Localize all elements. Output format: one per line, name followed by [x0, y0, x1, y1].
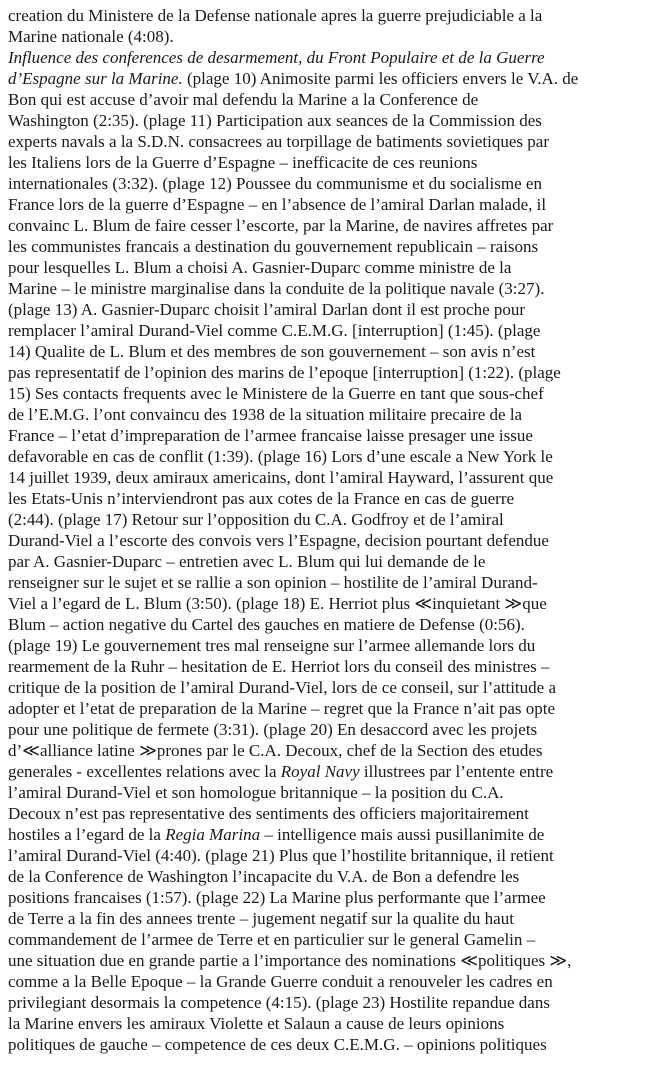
italic-text-segment: Regia Marina [165, 825, 261, 844]
text-line [8, 971, 654, 992]
text-segment: adopter et l’etat de preparation de la Marine – regret que la France n’ait pas opte [8, 699, 556, 718]
text-line [8, 992, 654, 1013]
text-line [8, 488, 654, 509]
text-segment: positions francaises (1:57). (plage 22) La Marine plus performante que l’armee [8, 888, 546, 907]
text-segment: internationales (3:32). (plage 12) Poussee du communisme et du socialisme en [8, 174, 542, 193]
text-line [8, 677, 654, 698]
text-line [8, 656, 654, 677]
text-line [8, 782, 654, 803]
text-segment: de l’E.M.G. l’ont convaincu des 1938 de la situation militaire precaire de la [8, 405, 523, 424]
text-segment: les Italiens lors de la Guerre d’Espagne – inefficacite de ces reunions [8, 153, 478, 172]
text-segment: (2:44). (plage 17) Retour sur l’opposition du C.A. Godfroy et de l’amiral [8, 510, 504, 529]
text-segment: France – l’etat d’impreparation de l’armee francaise laisse presager une issue [8, 426, 533, 445]
text-segment: (plage 19) Le gouvernement tres mal renseigne sur l’armee allemande lors du [8, 636, 536, 655]
text-line [8, 719, 654, 740]
text-line [8, 467, 654, 488]
text-line [8, 761, 654, 782]
text-segment: defavorable en cas de conflit (1:39). (plage 16) Lors d’une escale a New York le [8, 447, 553, 466]
text-segment: – intelligence mais aussi pusillanimite de [260, 825, 545, 844]
text-line [8, 383, 654, 404]
text-segment: privilegiant desormais la competence (4:15). (plage 23) Hostilite repandue dans [8, 993, 550, 1012]
italic-text-segment: Influence des conferences de desarmement, du Front Populaire et de la Guerre [8, 48, 545, 67]
text-line [8, 1013, 654, 1034]
text-segment: (plage 10) Animosite parmi les officiers envers le V.A. de [182, 69, 579, 88]
text-segment: convainc L. Blum de faire cesser l’escorte, par la Marine, de navires affretes par [8, 216, 554, 235]
italic-text-segment: Royal Navy [280, 762, 360, 781]
text-line [8, 341, 654, 362]
text-line [8, 803, 654, 824]
text-segment: l’amiral Durand-Viel (4:40). (plage 21) Plus que l’hostilite britannique, il retient [8, 846, 554, 865]
text-line [8, 740, 654, 761]
text-line [8, 614, 654, 635]
text-segment: Durand-Viel a l’escorte des convois vers l’Espagne, decision pourtant defendue [8, 531, 549, 550]
text-line [8, 362, 654, 383]
italic-text-segment: d’Espagne sur la Marine. [8, 69, 183, 88]
text-segment: une situation due en grande partie a l’importance des nominations ≪politiques ≫, [8, 951, 572, 970]
text-line [8, 593, 654, 614]
text-segment: 15) Ses contacts frequents avec le Ministere de la Guerre en tant que sous-chef [8, 384, 544, 403]
text-segment: generales - excellentes relations avec la [8, 762, 281, 781]
document-text [8, 5, 654, 1055]
text-line [8, 887, 654, 908]
text-segment: hostiles a l’egard de la [8, 825, 166, 844]
text-segment: commandement de l’armee de Terre et en particulier sur le general Gamelin – [8, 930, 536, 949]
text-line [8, 89, 654, 110]
text-segment: critique de la position de l’amiral Durand-Viel, lors de ce conseil, sur l’attitude a [8, 678, 556, 697]
text-segment: 14 juillet 1939, deux amiraux americains, dont l’amiral Hayward, l’assurent que [8, 468, 554, 487]
text-segment: Marine – le ministre marginalise dans la conduite de la politique navale (3:27). [8, 279, 545, 298]
text-line [8, 950, 654, 971]
text-segment: de Terre a la fin des annees trente – jugement negatif sur la qualite du haut [8, 909, 514, 928]
text-line [8, 446, 654, 467]
text-segment: politiques de gauche – competence de ces deux C.E.M.G. – opinions politiques [8, 1035, 547, 1054]
text-segment: par A. Gasnier-Duparc – entretien avec L. Blum qui lui demande de le [8, 552, 486, 571]
text-line [8, 278, 654, 299]
text-segment: les Etats-Unis n’interviendront pas aux cotes de la France en cas de guerre [8, 489, 515, 508]
text-line [8, 572, 654, 593]
text-segment: illustrees par l’entente entre [359, 762, 554, 781]
text-line [8, 530, 654, 551]
text-line [8, 551, 654, 572]
text-line [8, 257, 654, 278]
text-line [8, 152, 654, 173]
text-line [8, 26, 654, 47]
text-line [8, 194, 654, 215]
text-line [8, 635, 654, 656]
text-segment: 14) Qualite de L. Blum et des membres de son gouvernement – son avis n’est [8, 342, 536, 361]
text-segment: remplacer l’amiral Durand-Viel comme C.E.M.G. [interruption] (1:45). (plage [8, 321, 541, 340]
text-segment: l’amiral Durand-Viel et son homologue britannique – la position du C.A. [8, 783, 504, 802]
text-segment: d’≪alliance latine ≫prones par le C.A. Decoux, chef de la Section des etudes [8, 741, 543, 760]
text-segment: Blum – action negative du Cartel des gauches en matiere de Defense (0:56). [8, 615, 525, 634]
text-segment: Decoux n’est pas representative des sentiments des officiers majoritairement [8, 804, 529, 823]
text-line [8, 68, 654, 89]
text-segment: creation du Ministere de la Defense nationale apres la guerre prejudiciable a la [8, 6, 543, 25]
text-segment: Bon qui est accuse d’avoir mal defendu la Marine a la Conference de [8, 90, 479, 109]
text-segment: Marine nationale (4:08). [8, 27, 174, 46]
text-line [8, 299, 654, 320]
text-segment: Viel a l’egard de L. Blum (3:50). (plage 18) E. Herriot plus ≪inquietant ≫que [8, 594, 547, 613]
text-line [8, 5, 654, 26]
text-line [8, 509, 654, 530]
text-line [8, 929, 654, 950]
text-line [8, 845, 654, 866]
text-segment: pour lesquelles L. Blum a choisi A. Gasnier-Duparc comme ministre de la [8, 258, 512, 277]
text-line [8, 47, 654, 68]
text-line [8, 110, 654, 131]
text-segment: rearmement de la Ruhr – hesitation de E. Herriot lors du conseil des ministres – [8, 657, 550, 676]
text-line [8, 425, 654, 446]
text-segment: (plage 13) A. Gasnier-Duparc choisit l’amiral Darlan dont il est proche pour [8, 300, 526, 319]
text-line [8, 404, 654, 425]
text-line [8, 1034, 654, 1055]
text-segment: France lors de la guerre d’Espagne – en l’absence de l’amiral Darlan malade, il [8, 195, 547, 214]
text-line [8, 824, 654, 845]
text-segment: la Marine envers les amiraux Violette et Salaun a cause de leurs opinions [8, 1014, 505, 1033]
text-line [8, 908, 654, 929]
text-line [8, 215, 654, 236]
text-segment: Washington (2:35). (plage 11) Participation aux seances de la Commission des [8, 111, 542, 130]
text-line [8, 866, 654, 887]
text-segment: de la Conference de Washington l’incapacite du V.A. de Bon a defendre les [8, 867, 520, 886]
text-line [8, 698, 654, 719]
text-segment: pour une politique de fermete (3:31). (plage 20) En desaccord avec les projets [8, 720, 538, 739]
text-line [8, 173, 654, 194]
text-segment: les communistes francais a destination du gouvernement republicain – raisons [8, 237, 539, 256]
text-line [8, 320, 654, 341]
text-segment: pas representatif de l’opinion des marins de l’epoque [interruption] (1:22). (plage [8, 363, 561, 382]
text-segment: experts navals a la S.D.N. consacrees au torpillage de batiments sovietiques par [8, 132, 549, 151]
text-segment: renseigner sur le sujet et se rallie a son opinion – hostilite de l’amiral Durand- [8, 573, 538, 592]
text-line [8, 236, 654, 257]
text-line [8, 131, 654, 152]
text-segment: comme a la Belle Epoque – la Grande Guerre conduit a renouveler les cadres en [8, 972, 553, 991]
